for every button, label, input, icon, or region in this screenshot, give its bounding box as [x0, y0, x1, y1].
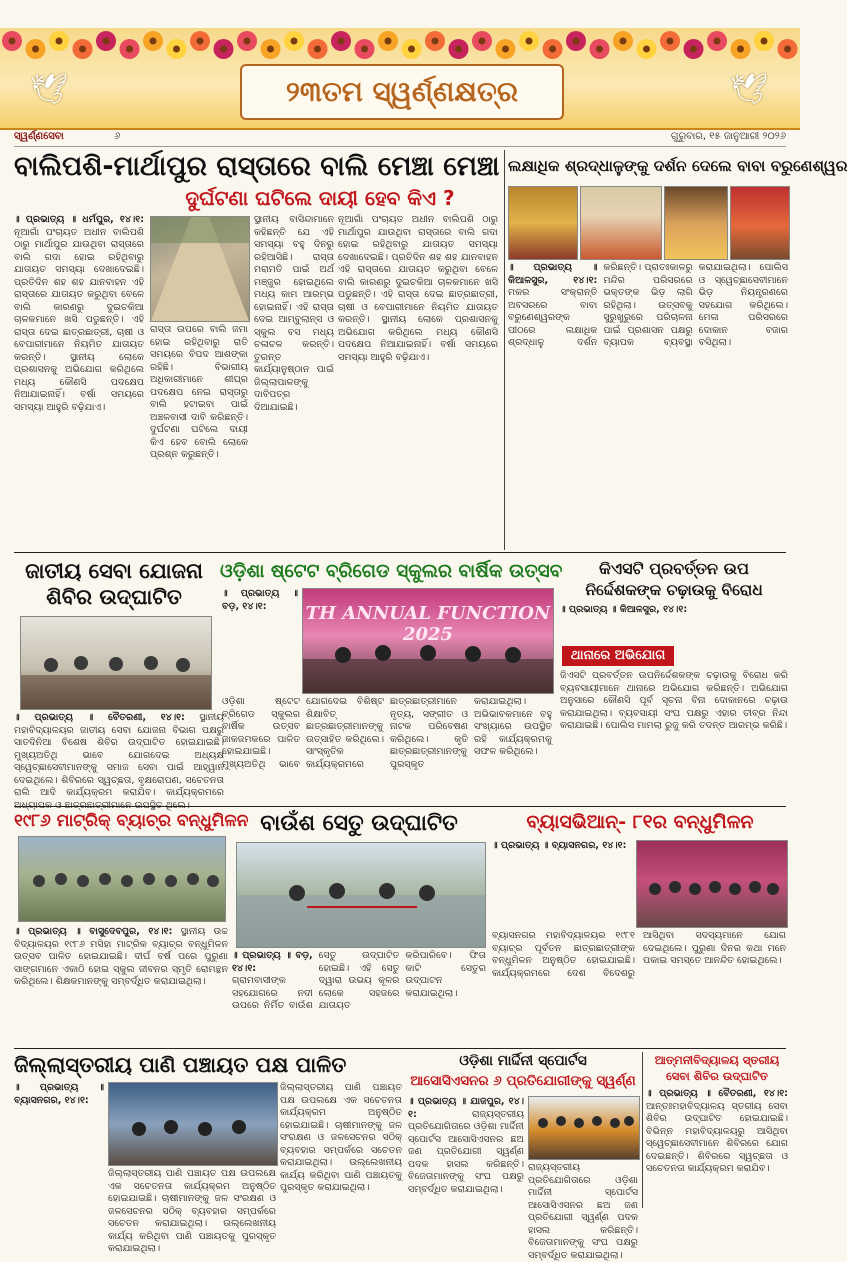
story3-body: ସ୍ଥାନୀୟ ମହାବିଦ୍ୟାଳୟର ଜାତୀୟ ସେବା ଯୋଜନା ବିଭାଗ ପକ୍ଷରୁ ସାତଦିନିଆ ବିଶେଷ ଶିବିର ଉଦ୍‌ଘାଟିତ ହୋଇଯାଇଛି। ମୁଖ୍ୟଅତିଥି ଭାବେ ଯୋଗଦେଇ ଅଧ୍ୟକ୍ଷ ସ୍ୱେଚ୍ଛାସେବୀମାନଙ୍କୁ ସମାଜ ସେବା ପାଇଁ ଆହ୍ୱାନ ଦେଇଥିଲେ। ଶିବିରରେ ସ୍ୱଚ୍ଛତା, ବୃକ୍ଷରୋପଣ, ସଚେତନତା ରାଲି ଆଦି କାର୍ଯ୍ୟକ୍ରମ କରାଯିବ। କାର୍ଯ୍ୟକ୍ରମରେ [14, 712, 224, 799]
story5-body-block [560, 670, 788, 802]
story7-headline: ବାଉଁଶ ସେତୁ ଉଦ୍‌ଘାଟିତ [260, 811, 458, 836]
story8-intro [492, 840, 632, 926]
story11-body: ଆନ୍ତଃମହାବିଦ୍ୟାଳୟ ସ୍ତରୀୟ ସେବା ଶିବିର ଉଦ୍‌ଘାଟିତ ହୋଇଯାଇଛି। ବିଭିନ୍ନ ମହାବିଦ୍ୟାଳୟରୁ ଆସିଥିବା ସ୍ୱେଚ୍ଛାସେବୀମାନେ ଶିବିରରେ ଯୋଗ ଦେଇଛନ୍ତି। ଶିବିରରେ ସ୍ୱଚ୍ଛତା ଓ ସଚେତନତା କାର୍ଯ୍ୟକ୍ରମ କରାଯିବ। [646, 1100, 788, 1175]
story6-photo [18, 836, 226, 922]
story6-body: ସ୍ଥାନୀୟ ଉଚ୍ଚ ବିଦ୍ୟାଳୟର ୧୯୮୬ ମସିହା ମାଟ୍ରିକ ବ୍ୟାଚ୍‌ର ବନ୍ଧୁମିଳନ ଉତ୍ସବ ପାଳିତ ହୋଇଯାଇଛି। ଦୀର୍ଘ ବର୍ଷ ପରେ ପୁରୁଣା ସାଙ୍ଗମାନେ ଏକାଠି ହୋଇ ସ୍କୁଲ ଜୀବନର ସ୍ମୃତି ରୋମନ୍ଥନ କରିଥିଲେ। ଶିକ୍ଷକମାନଙ୍କୁ ସମ୍ବର୍ଦ୍ଧିତ କରାଯାଇଥିଲା। [14, 926, 228, 988]
flower-center-icon [596, 46, 603, 53]
story6-headline: ୧୯୮୬ ମାଟ୍ରିକ୍ ବ୍ୟାଚ୍‌ର ବନ୍ଧୁମିଳନ [14, 811, 249, 831]
flower-center-icon [455, 46, 462, 53]
story9-headline: ଜିଲ୍ଲାସ୍ତରୀୟ ପାଣି ପଞ୍ଚାୟତ ପକ୍ଷ ପାଳିତ [14, 1053, 347, 1077]
dove-icon: 🕊 [730, 72, 769, 107]
story11-body-block [646, 1088, 788, 1206]
flower-center-icon [526, 38, 533, 45]
story6-body-block [14, 926, 228, 1044]
flower-center-icon [761, 38, 768, 45]
column-divider [504, 150, 505, 550]
story7-photo [236, 842, 486, 948]
flower-center-icon [479, 38, 486, 45]
story5-intro [560, 604, 788, 646]
story7-body: ଗ୍ରାମବାସୀଙ୍କ ସହଯୋଗରେ ନଦୀ ଉପରେ ନିର୍ମିତ ବାଉଁଶ ସେତୁ ଉଦ୍‌ଘାଟିତ ହୋଇଛି। ଏହି ସେତୁ ଦ୍ୱାରା ଉଭୟ କୂଳର ଲୋକେ ସହଜରେ ଯାତାୟତ କରିପାରିବେ। ଫିତା କାଟି ସେତୁର ଉଦ୍‌ଘାଟନ କରାଯାଇଥିଲା। [232, 950, 486, 1012]
flower-garland [0, 28, 800, 62]
story1-column-d [338, 214, 498, 548]
story1-headline: ବାଲିପଶି-ମାର୍ଥାପୁର ରାସ୍ତାରେ ବାଲି ମେଞ୍ଚା ମେଞ୍ଚା [14, 151, 500, 182]
story5-headline-line1: କିଏସଟି ପ୍ରବର୍ତ୍ତନ ଉପ [599, 559, 749, 578]
flower-center-icon [150, 38, 157, 45]
section-divider [14, 806, 786, 807]
flower-center-icon [502, 46, 509, 53]
story9-intro [14, 1082, 104, 1206]
story4-dateline: ॥ ପ୍ରଭାତ୍ୟ ॥ ବଡ଼, ୧୪।୧: [222, 588, 298, 612]
column-divider [642, 1052, 643, 1208]
flower-center-icon [784, 46, 791, 53]
story1-body-a: ନୂଆଗାଁ ପଂଚାୟତ ଅଧୀନ ବାଲିପଶି ଠାରୁ ମାର୍ଥାପୁର ଯାଉଥିବା ରାସ୍ତାରେ ବାଲି ଗଦା ହୋଇ ରହିଥିବାରୁ ଯାତାୟତ ସମସ୍ୟା ଦେଖାଦେଇଛି। ପ୍ରତିଦିନ ଶହ ଶହ ଯାନବାହନ ଏହି ରାସ୍ତାରେ ଯାତାୟତ କରୁଥିବା ବେଳେ ବାଲି କାରଣରୁ ଦୁଇଚକିଆ ଚାଳକମାନେ ଖସି ପଡୁଛନ୍ତି। ଏହି ରାସ୍ତା ଦେଇ ଛାତ୍ରଛାତ୍ରୀ, ଚାଷୀ ଓ ବେପାରୀମାନେ ନିୟମିତ ଯାତାୟତ କରନ୍ତି। ସ୍ଥାନୀୟ ଲୋକେ ପ୍ରଶାସନକୁ ଅଭିଯୋଗ କରିଥିଲେ ମଧ୍ୟ କୌଣସି ପଦକ୍ଷେପ ନିଆଯାଇନାହିଁ। ବର୍ଷା ସମୟରେ ସମସ୍ୟା ଆହୁରି ବଢ଼ିଯାଏ। [14, 226, 144, 413]
story10-body-block [408, 1096, 524, 1206]
story10-photo [528, 1096, 640, 1160]
story6-dateline: ॥ ପ୍ରଭାତ୍ୟ ॥ ବାସୁଦେବପୁର, ୧୪।୧: [14, 926, 173, 937]
flower-center-icon [197, 38, 204, 45]
flower-center-icon [338, 38, 345, 45]
flower-center-icon [291, 38, 298, 45]
story2-photo-2 [580, 186, 662, 260]
flower-center-icon [361, 46, 368, 53]
page-number: ୬ [114, 131, 121, 142]
flower-center-icon [32, 46, 39, 53]
flower-center-icon [9, 38, 16, 45]
flower-center-icon [79, 46, 86, 53]
page-strip [14, 128, 786, 147]
flower-center-icon [714, 38, 721, 45]
story8-body: ବ୍ୟାସନଗର ମହାବିଦ୍ୟାଳୟର ୧୯୮୧ ବ୍ୟାଚ୍‌ର ପୂର୍ବତନ ଛାତ୍ରଛାତ୍ରୀଙ୍କ ବନ୍ଧୁମିଳନ ଅନୁଷ୍ଠିତ ହୋଇଯାଇଛି। କାର୍ଯ୍ୟକ୍ରମରେ ଦେଶ ବିଦେଶରୁ ଆସିଥିବା ସଦସ୍ୟମାନେ ଯୋଗ ଦେଇଥିଲେ। ପୁରୁଣା ଦିନର କଥା ମନେ ପକାଇ ସମସ୍ତେ ଆନନ୍ଦିତ ହୋଇଥିଲେ। [492, 930, 786, 979]
flower-center-icon [643, 46, 650, 53]
flower-center-icon [173, 46, 180, 53]
story1-road-photo [150, 216, 250, 322]
paper-name: ସ୍ୱର୍ଣ୍ଣସେବା [14, 131, 64, 142]
story5-headline-line2: ନିର୍ଦ୍ଦେଶକଙ୍କ ଚଢ଼ାଉକୁ ବିରୋଧ [585, 581, 763, 599]
flower-center-icon [56, 38, 63, 45]
story9-photo [108, 1082, 278, 1166]
story10-body: ରାଜ୍ୟସ୍ତରୀୟ ପ୍ରତିଯୋଗିତାରେ ଓଡ଼ିଶା ମାର୍ଦ୍ଦିନୀ ସ୍ପୋର୍ଟସ ଆସୋସିଏସନର ଛଅ ଜଣ ପ୍ରତିଯୋଗୀ ସ୍ୱର୍ଣ୍ଣ ପଦକ ହାସଲ କରିଛନ୍ତି। ବିଜେତାମାନଙ୍କୁ ସଂଘ ପକ୍ଷରୁ ସମ୍ବର୍ଦ୍ଧିତ କରାଯାଇଥିଲା। [408, 1108, 524, 1195]
story9-dateline: ॥ ପ୍ରଭାତ୍ୟ ॥ ବ୍ୟାସନଗର, ୧୪।୧: [14, 1082, 104, 1106]
story4-headline: ଓଡ଼ିଶା ଷ୍ଟେଟ ବ୍ରିଗେଡ ସ୍କୁଲର ବାର୍ଷିକ ଉତ୍ସବ [220, 561, 563, 582]
story11-headline-line2: ସେବା ଶିବିର ଉଦ୍‌ଘାଟିତ [665, 1069, 769, 1083]
story10-dateline: ॥ ପ୍ରଭାତ୍ୟ ॥ ଯାଜପୁର, ୧୪।୧: [408, 1096, 524, 1120]
story4-intro [222, 588, 298, 688]
flower-center-icon [573, 38, 580, 45]
flower-center-icon [244, 38, 251, 45]
story5-dateline: ॥ ପ୍ରଭାତ୍ୟ ॥ କିଆଳସୁର, ୧୪।୧: [560, 604, 688, 615]
story8-photo [636, 840, 788, 928]
flower-center-icon [408, 46, 415, 53]
story1-subhead: ଦୁର୍ଘଟଣା ଘଟିଲେ ଦାୟୀ ହେବ କିଏ ? [185, 186, 455, 210]
story10-headline-line1: ଓଡ଼ିଶା ମାର୍ଦ୍ଦିନୀ ସ୍ପୋର୍ଟସ [459, 1053, 587, 1069]
story1-column-b [150, 324, 248, 548]
story5-body: ଜିଏସଟି ପ୍ରବର୍ତ୍ତନ ଉପନିର୍ଦ୍ଦେଶକଙ୍କ ଚଢ଼ାଉକୁ ବିରୋଧ କରି ବ୍ୟବସାୟୀମାନେ ଥାନାରେ ଅଭିଯୋଗ କରିଛନ୍ତି। ଅଭିଯୋଗ ଅନୁସାରେ କୌଣସି ପୂର୍ବ ସୂଚନା ବିନା ଦୋକାନରେ ଚଢ଼ାଉ କରାଯାଇଥିଲା। ବ୍ୟବସାୟୀ ସଂଘ ପକ୍ଷରୁ ଏହାର ତୀବ୍ର ନିନ୍ଦା କରାଯାଇଛି। ପୋଲିସ ମାମଲା ରୁଜୁ କରି ତଦନ୍ତ ଆରମ୍ଭ କରିଛି। [560, 670, 788, 732]
flower-center-icon [737, 46, 744, 53]
story9-column-b [280, 1082, 402, 1206]
story7-body-block [232, 950, 486, 1044]
story10-body-b: ରାଜ୍ୟସ୍ତରୀୟ ପ୍ରତିଯୋଗିତାରେ ଓଡ଼ିଶା ମାର୍ଦ୍ଦିନୀ ସ୍ପୋର୍ଟସ ଆସୋସିଏସନର ଛଅ ଜଣ ପ୍ରତିଯୋଗୀ ସ୍ୱର୍ଣ୍ଣ ପଦକ ହାସଲ କରିଛନ୍ତି। ବିଜେତାମାନଙ୍କୁ ସଂଘ ପକ୍ଷରୁ ସମ୍ବର୍ଦ୍ଧିତ କରାଯାଇଥିଲା। [528, 1162, 638, 1261]
flower-center-icon [220, 46, 227, 53]
story1-column-c [254, 214, 334, 548]
story1-body-c: ସ୍ଥାନୀୟ ବାସିନ୍ଦାମାନେ କହିଛନ୍ତି ଯେ ଏହି ସମସ୍ୟା ବହୁ ଦିନରୁ ରହିଆସିଛି। ରାସ୍ତା ମରାମତି ପାଇଁ ଅର୍ଥ ମଞ୍ଜୁର ହୋଇଥିଲେ ମଧ୍ୟ କାମ ଆରମ୍ଭ ହୋଇନାହିଁ। ଏହି ରାସ୍ତା ଦେଇ ଆମ୍ବୁଲାନ୍ସ ଓ ସ୍କୁଲ ବସ ମଧ୍ୟ ଚଳାଚଳ କରନ୍ତି। ତୁରନ୍ତ କାର୍ଯ୍ୟାନୁଷ୍ଠାନ ପାଇଁ ଜିଲ୍ଲାପାଳଙ୍କୁ ଦାବିପତ୍ର ଦିଆଯାଇଛି। [254, 214, 334, 413]
story3-headline-line2: ଶିବିର ଉଦ୍‌ଘାଟିତ [46, 585, 182, 609]
section-divider [14, 552, 786, 553]
masthead-title: ୨୩ତମ ସ୍ୱର୍ଣ୍ଣକ୍ଷତ୍ର [240, 64, 564, 120]
issue-date: ଗୁରୁବାର, ୧୫ ଜାନୁଆରୀ ୨୦୨୬ [670, 131, 786, 142]
dove-icon: 🕊 [30, 72, 69, 107]
flower-center-icon [267, 46, 274, 53]
flower-center-icon [385, 38, 392, 45]
story2-dateline: ॥ ପ୍ରଭାତ୍ୟ ॥ କିଆଳସୁର, ୧୪।୧: [508, 262, 598, 286]
story2-headline: ଲକ୍ଷାଧିକ ଶ୍ରଦ୍ଧାଳୁଙ୍କୁ ଦର୍ଶନ ଦେଲେ ବାବା ବରୁଣେଶ୍ୱର [508, 157, 847, 175]
story3-photo [20, 616, 212, 710]
story11-headline-line1: ଆତ୍ମନୀବିଦ୍ୟାଳୟ ସ୍ତରୀୟ [654, 1053, 780, 1067]
story3-headline-line1: ଜାତୀୟ ସେବା ଯୋଜନା [25, 559, 203, 583]
flower-center-icon [549, 46, 556, 53]
story2-photo-4 [730, 186, 790, 260]
story2-body: ମକର ସଂକ୍ରାନ୍ତି ଅବସରରେ ବାବା ବରୁଣେଶ୍ୱରଙ୍କ ପୀଠରେ ଲକ୍ଷାଧିକ ଶ୍ରଦ୍ଧାଳୁ ଦର୍ଶନ କରିଛନ୍ତି। ପ୍ରାତଃକାଳରୁ ମନ୍ଦିର ପରିସରରେ ଭକ୍ତଙ୍କ ଭିଡ଼ ଲାଗି ରହିଥିଲା। ଉତ୍ସବକୁ ସୁରୁଖୁରୁରେ ପରିଚାଳନା ପାଇଁ ପ୍ରଶାସନ ପକ୍ଷରୁ ବ୍ୟାପକ ବ୍ୟବସ୍ଥା କରାଯାଇଥିଲା। ପୋଲିସ ଓ ସ୍ୱେଚ୍ଛାସେବୀମାନେ ଭିଡ଼ ନିୟନ୍ତ୍ରଣରେ ସହଯୋଗ କରିଥିଲେ। ମେଳା ପରିସରରେ ଦୋକାନ ବଜାର ବସିଥିଲା। [508, 262, 788, 349]
story2-photo-3 [664, 186, 728, 260]
story7-dateline: ॥ ପ୍ରଭାତ୍ୟ ॥ ବଡ଼, ୧୪।୧: [232, 950, 313, 974]
story11-dateline: ॥ ପ୍ରଭାତ୍ୟ ॥ ବୈତରଣୀ, ୧୪।୧: [646, 1088, 788, 1099]
story9-body: ଜିଲ୍ଲାସ୍ତରୀୟ ପାଣି ପଞ୍ଚାୟତ ପକ୍ଷ ଉପଲକ୍ଷେ ଏକ ସଚେତନତା କାର୍ଯ୍ୟକ୍ରମ ଅନୁଷ୍ଠିତ ହୋଇଯାଇଛି। ଚାଷୀମାନଙ୍କୁ ଜଳ ସଂରକ୍ଷଣ ଓ ଜଳସେଚନର ସଠିକ୍ ବ୍ୟବହାର ସମ୍ପର୍କରେ ସଚେତନ କରାଯାଇଥିଲା। ଉଲ୍ଲେଖନୀୟ କାର୍ଯ୍ୟ କରିଥିବା ପାଣି ପଞ୍ଚାୟତକୁ ପୁରସ୍କୃତ କରାଯାଇଥିଲା। [108, 1168, 276, 1255]
story10-headline-line2: ଆସୋସିଏସନର ୬ ପ୍ରତିଯୋଗୀଙ୍କୁ ସ୍ୱର୍ଣ୍ଣ [410, 1073, 636, 1089]
story8-body-block [492, 930, 786, 1044]
story3-dateline: ॥ ପ୍ରଭାତ୍ୟ ॥ ବୈତରଣୀ, ୧୪।୧: [14, 712, 185, 723]
flower-center-icon [103, 38, 110, 45]
story4-photo [302, 588, 554, 694]
story2-body-block [508, 262, 788, 548]
story9-body-b: ଜିଲ୍ଲାସ୍ତରୀୟ ପାଣି ପଞ୍ଚାୟତ ପକ୍ଷ ଉପଲକ୍ଷେ ଏକ ସଚେତନତା କାର୍ଯ୍ୟକ୍ରମ ଅନୁଷ୍ଠିତ ହୋଇଯାଇଛି। ଚାଷୀମାନଙ୍କୁ ଜଳ ସଂରକ୍ଷଣ ଓ ଜଳସେଚନର ସଠିକ୍ ବ୍ୟବହାର ସମ୍ପର୍କରେ ସଚେତନ କରାଯାଇଥିଲା। ଉଲ୍ଲେଖନୀୟ କାର୍ଯ୍ୟ କରିଥିବା ପାଣି ପଞ୍ଚାୟତକୁ ପୁରସ୍କୃତ କରାଯାଇଥିଲା। [280, 1082, 402, 1194]
flower-center-icon [432, 38, 439, 45]
story1-body-b: ରାସ୍ତା ଉପରେ ବାଲି ଜମା ହୋଇ ରହିଥିବାରୁ ରାତି ସମୟରେ ବିପଦ ଆଶଙ୍କା ରହିଛି। ବିଭାଗୀୟ ଅଧିକାରୀମାନେ ଶୀଘ୍ର ପଦକ୍ଷେପ ନେଇ ରାସ୍ତାରୁ ବାଲି ହଟାଇବା ପାଇଁ ଅଞ୍ଚଳବାସୀ ଦାବି କରିଛନ୍ତି। ଦୁର୍ଘଟଣା ଘଟିଲେ ଦାୟୀ କିଏ ହେବ ବୋଲି ଲୋକେ ପ୍ରଶ୍ନ କରୁଛନ୍ତି। [150, 324, 248, 461]
story2-photo-1 [508, 186, 578, 260]
story4-body-block [222, 696, 552, 802]
story9-body-block [108, 1168, 276, 1255]
story8-headline: ବ୍ୟାସଭିଆନ୍- ୮୧ର ବନ୍ଧୁମିଳନ [526, 811, 754, 833]
flower-center-icon [620, 38, 627, 45]
story3-body-block [14, 712, 224, 802]
story5-tag: ଥାନାରେ ଅଭିଯୋଗ [562, 646, 674, 666]
section-divider [14, 1048, 786, 1049]
story4-photo-banner: TH ANNUAL FUNCTION 2025 [305, 603, 551, 645]
story1-dateline: ॥ ପ୍ରଭାତ୍ୟ ॥ ଧର୍ମପୁର, ୧୪।୧: [14, 214, 144, 225]
flower-center-icon [690, 46, 697, 53]
story8-dateline: ॥ ପ୍ରଭାତ୍ୟ ॥ ବ୍ୟାସନଗର, ୧୪।୧: [492, 840, 627, 851]
flower-center-icon [314, 46, 321, 53]
story1-body-d: ନୂଆଗାଁ ପଂଚାୟତ ଅଧୀନ ବାଲିପଶି ଠାରୁ ମାର୍ଥାପୁର ଯାଉଥିବା ରାସ୍ତାରେ ବାଲି ଗଦା ହୋଇ ରହିଥିବାରୁ ଯାତାୟତ ସମସ୍ୟା ଦେଖାଦେଇଛି। ପ୍ରତିଦିନ ଶହ ଶହ ଯାନବାହନ ଏହି ରାସ୍ତାରେ ଯାତାୟତ କରୁଥିବା ବେଳେ ବାଲି କାରଣରୁ ଦୁଇଚକିଆ ଚାଳକମାନେ ଖସି ପଡୁଛନ୍ତି। ଏହି ରାସ୍ତା ଦେଇ ଛାତ୍ରଛାତ୍ରୀ, ଚାଷୀ ଓ ବେପାରୀମାନେ ନିୟମିତ ଯାତାୟତ କରନ୍ତି। ସ୍ଥାନୀୟ ଲୋକେ ପ୍ରଶାସନକୁ ଅଭିଯୋଗ କରିଥିଲେ ମଧ୍ୟ କୌଣସି ପଦକ୍ଷେପ ନିଆଯାଇନାହିଁ। ବର୍ଷା ସମୟରେ ସମସ୍ୟା ଆହୁରି ବଢ଼ିଯାଏ। [338, 214, 498, 363]
story10-column-b [528, 1162, 638, 1261]
flower-center-icon [126, 46, 133, 53]
flower-center-icon [667, 38, 674, 45]
story1-column-a [14, 214, 144, 548]
story4-body: ଓଡ଼ିଶା ଷ୍ଟେଟ ବ୍ରିଗେଡ ସ୍କୁଲର ବାର୍ଷିକ ଉତ୍ସବ ଜାକଜମକରେ ପାଳିତ ହୋଇଯାଇଛି। ମୁଖ୍ୟଅତିଥି ଭାବେ ଯୋଗଦେଇ ବିଶିଷ୍ଟ ଶିକ୍ଷାବିତ୍ ଛାତ୍ରଛାତ୍ରୀମାନଙ୍କୁ ଉତ୍ସାହିତ କରିଥିଲେ। ସାଂସ୍କୃତିକ କାର୍ଯ୍ୟକ୍ରମରେ ଛାତ୍ରଛାତ୍ରୀମାନେ ନୃତ୍ୟ, ସଙ୍ଗୀତ ଓ ନାଟକ ପରିବେଷଣ କରିଥିଲେ। କୃତି ଛାତ୍ରଛାତ୍ରୀମାନଙ୍କୁ ପୁରସ୍କୃତ କରାଯାଇଥିଲା। ଅଭିଭାବକମାନେ ବହୁ ସଂଖ୍ୟାରେ ଉପସ୍ଥିତ ରହି କାର୍ଯ୍ୟକ୍ରମକୁ ସଫଳ କରିଥିଲେ। [222, 696, 552, 770]
